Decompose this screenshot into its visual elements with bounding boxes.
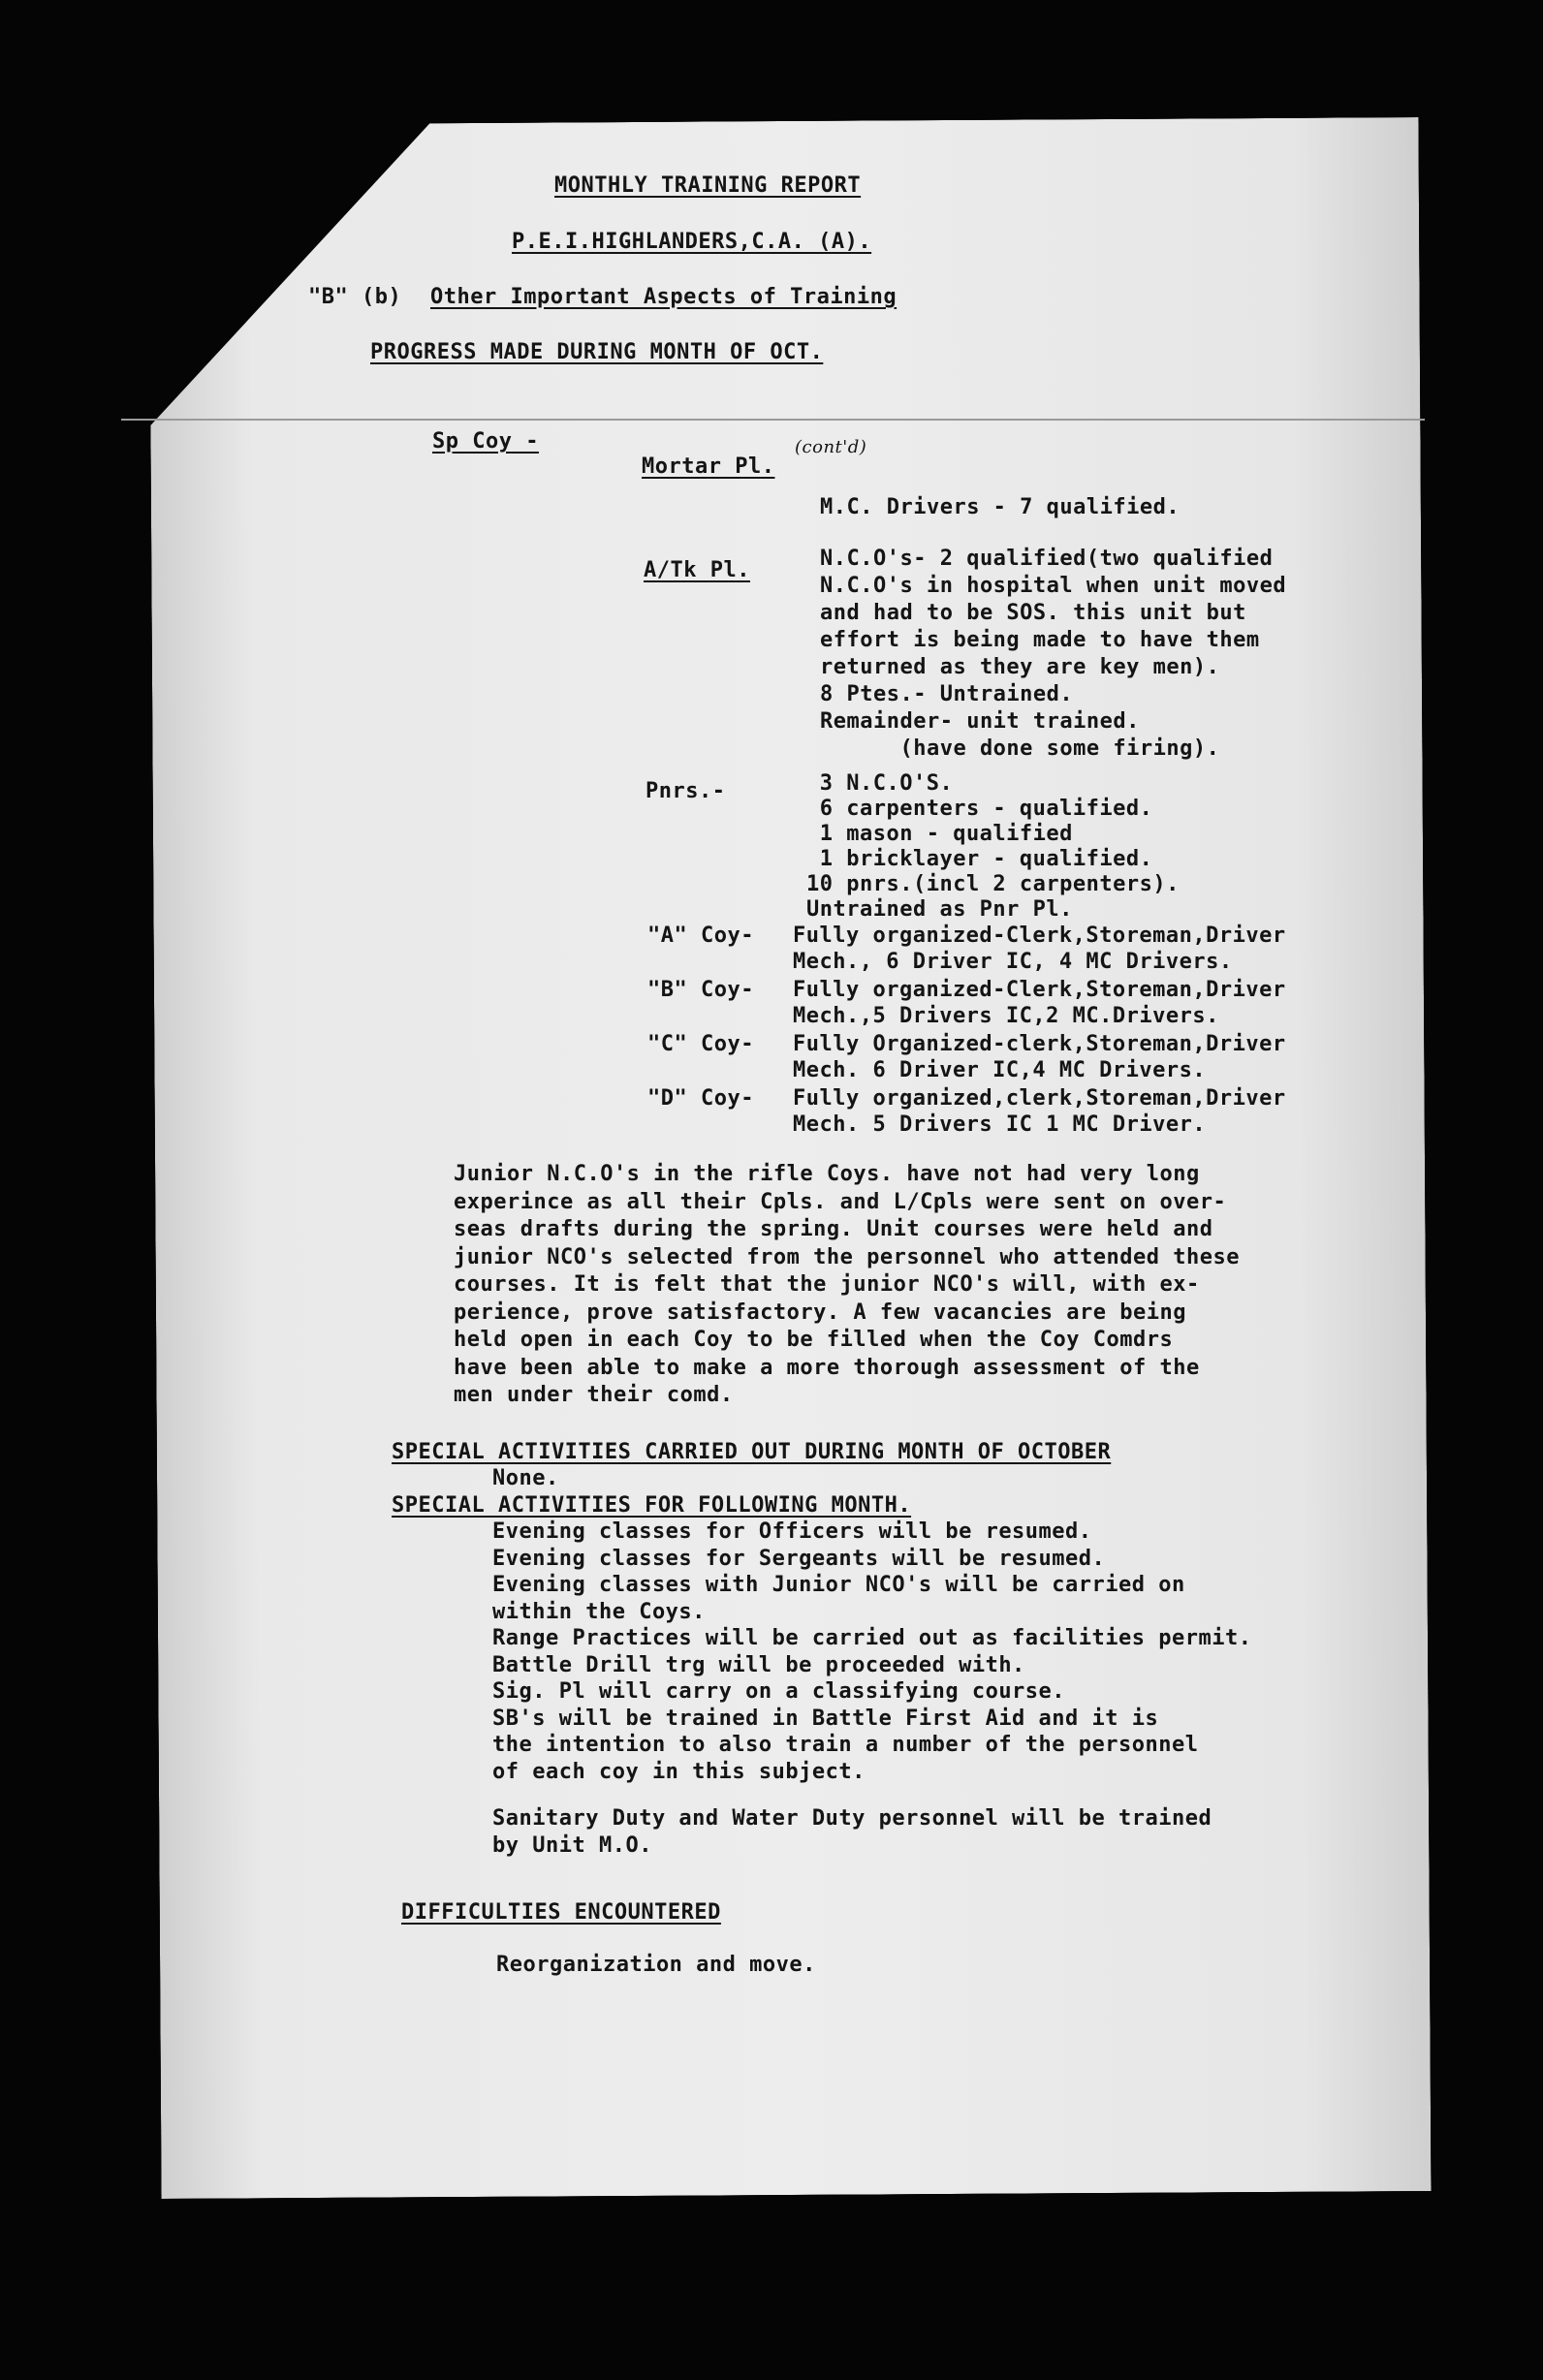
pnrs-label: Pnrs.- bbox=[646, 779, 726, 803]
difficulties-heading: DIFFICULTIES ENCOUNTERED bbox=[401, 1900, 721, 1925]
paragraph-line: experince as all their Cpls. and L/Cpls were sent on over- bbox=[454, 1189, 1227, 1214]
atk-pl-line: Remainder- unit trained. bbox=[820, 709, 1140, 734]
unit-name: P.E.I.HIGHLANDERS,C.A. (A). bbox=[512, 230, 872, 254]
special-current-heading: SPECIAL ACTIVITIES CARRIED OUT DURING MONTH OF OCTOBER bbox=[392, 1440, 1112, 1464]
pnrs-line: 6 carpenters - qualified. bbox=[806, 797, 1153, 821]
company-label: "C" Coy- bbox=[647, 1032, 754, 1056]
pnrs-line: 1 bricklayer - qualified. bbox=[806, 847, 1153, 871]
company-label: "D" Coy- bbox=[647, 1086, 754, 1111]
activity-line: Evening classes for Sergeants will be resumed. bbox=[492, 1546, 1106, 1571]
special-current-value: None. bbox=[492, 1466, 559, 1490]
activity-line: Sig. Pl will carry on a classifying course. bbox=[492, 1679, 1066, 1704]
atk-pl-line: effort is being made to have them bbox=[820, 628, 1260, 652]
atk-pl-label: A/Tk Pl. bbox=[644, 558, 750, 582]
atk-pl-line: returned as they are key men). bbox=[820, 655, 1220, 679]
activity-line: within the Coys. bbox=[492, 1599, 706, 1624]
activity-line: Evening classes with Junior NCO's will be carried on bbox=[492, 1573, 1185, 1597]
pnrs-line: Untrained as Pnr Pl. bbox=[806, 897, 1073, 922]
pnrs-line: 3 N.C.O'S. bbox=[806, 771, 954, 796]
company-detail-line: Fully organized,clerk,Storeman,Driver bbox=[793, 1086, 1286, 1111]
activity-line: Evening classes for Officers will be resumed. bbox=[492, 1519, 1092, 1544]
pnrs-line: 1 mason - qualified bbox=[806, 822, 1073, 846]
mortar-pl-note: (cont'd) bbox=[795, 437, 867, 457]
report-title: MONTHLY TRAINING REPORT bbox=[554, 173, 862, 198]
difficulties-value: Reorganization and move. bbox=[496, 1953, 816, 1977]
company-detail-line: Fully organized-Clerk,Storeman,Driver bbox=[793, 924, 1286, 948]
progress-heading: PROGRESS MADE DURING MONTH OF OCT. bbox=[370, 340, 824, 364]
company-detail-line: Fully organized-Clerk,Storeman,Driver bbox=[793, 978, 1286, 1002]
paper-sheet bbox=[148, 117, 1431, 2199]
atk-pl-line: N.C.O's- 2 qualified(two qualified bbox=[820, 547, 1274, 571]
pnrs-line: 10 pnrs.(incl 2 carpenters). bbox=[806, 872, 1180, 896]
company-detail-line: Mech., 6 Driver IC, 4 MC Drivers. bbox=[793, 950, 1233, 974]
atk-pl-line: (have done some firing). bbox=[820, 736, 1220, 761]
activity-line: Battle Drill trg will be proceeded with. bbox=[492, 1652, 1025, 1677]
sanitary-line: by Unit M.O. bbox=[492, 1833, 652, 1858]
company-detail-line: Mech. 6 Driver IC,4 MC Drivers. bbox=[793, 1058, 1207, 1082]
paragraph-line: junior NCO's selected from the personnel who attended these bbox=[454, 1244, 1240, 1269]
special-following-heading: SPECIAL ACTIVITIES FOR FOLLOWING MONTH. bbox=[392, 1493, 912, 1518]
sanitary-line: Sanitary Duty and Water Duty personnel will be trained bbox=[492, 1806, 1212, 1831]
mc-drivers-line: M.C. Drivers - 7 qualified. bbox=[820, 495, 1181, 519]
activity-line: Range Practices will be carried out as facilities permit. bbox=[492, 1626, 1252, 1650]
paragraph-line: Junior N.C.O's in the rifle Coys. have not had very long bbox=[454, 1162, 1200, 1186]
page-overlap-seam bbox=[121, 419, 1425, 421]
atk-pl-line: N.C.O's in hospital when unit moved bbox=[820, 574, 1287, 598]
company-label: "A" Coy- bbox=[647, 924, 754, 948]
paragraph-line: have been able to make a more thorough assessment of the bbox=[454, 1355, 1200, 1380]
atk-pl-line: 8 Ptes.- Untrained. bbox=[820, 682, 1074, 706]
activity-line: SB's will be trained in Battle First Aid and it is bbox=[492, 1706, 1159, 1731]
paragraph-line: seas drafts during the spring. Unit courses were held and bbox=[454, 1217, 1213, 1241]
atk-pl-line: and had to be SOS. this unit but bbox=[820, 601, 1246, 625]
sp-coy-label: Sp Coy - bbox=[432, 429, 539, 454]
paragraph-line: held open in each Coy to be filled when the Coy Comdrs bbox=[454, 1328, 1174, 1352]
activity-line: the intention to also train a number of the personnel bbox=[492, 1733, 1199, 1757]
section-title: Other Important Aspects of Training bbox=[430, 285, 897, 309]
company-detail-line: Mech. 5 Drivers IC 1 MC Driver. bbox=[793, 1112, 1207, 1137]
company-label: "B" Coy- bbox=[647, 978, 754, 1002]
paragraph-line: perience, prove satisfactory. A few vacancies are being bbox=[454, 1300, 1186, 1325]
mortar-pl-label: Mortar Pl. bbox=[642, 454, 775, 479]
company-detail-line: Fully Organized-clerk,Storeman,Driver bbox=[793, 1032, 1286, 1056]
paragraph-line: courses. It is felt that the junior NCO's will, with ex- bbox=[454, 1272, 1200, 1297]
section-prefix: "B" (b) bbox=[308, 285, 402, 309]
company-detail-line: Mech.,5 Drivers IC,2 MC.Drivers. bbox=[793, 1004, 1219, 1028]
paragraph-line: men under their comd. bbox=[454, 1383, 734, 1407]
activity-line: of each coy in this subject. bbox=[492, 1759, 866, 1784]
